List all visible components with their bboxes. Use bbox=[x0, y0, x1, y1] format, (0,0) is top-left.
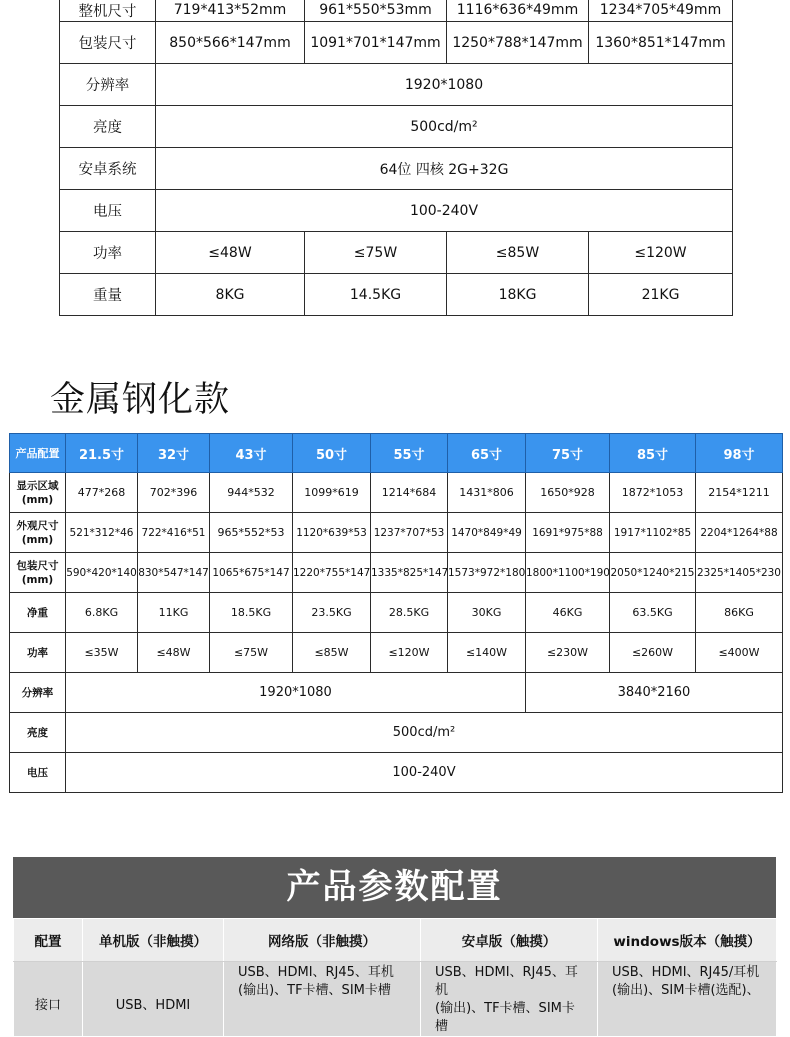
table-cell: 1120*639*53 bbox=[293, 513, 371, 553]
table-cell: ≤400W bbox=[696, 633, 783, 673]
column-header: 单机版（非触摸） bbox=[83, 919, 224, 962]
table-row bbox=[60, 0, 733, 22]
row-label bbox=[10, 473, 66, 513]
table-cell: 23.5KG bbox=[293, 593, 371, 633]
row-label-unit: (mm) bbox=[21, 493, 54, 506]
table-cell: 830*547*147 bbox=[138, 553, 210, 593]
table-cell: 1220*755*147 bbox=[293, 553, 371, 593]
row-label: 重量 bbox=[60, 274, 156, 316]
table-cell: 30KG bbox=[448, 593, 526, 633]
cell-line: USB、HDMI、RJ45、耳机 bbox=[238, 965, 394, 980]
table-cell: 702*396 bbox=[138, 473, 210, 513]
row-label: 亮度 bbox=[60, 106, 156, 148]
table-cell: ≤85W bbox=[447, 232, 589, 274]
table-row bbox=[60, 190, 733, 232]
table-row bbox=[60, 232, 733, 274]
table-cell: USB、HDMI bbox=[83, 962, 224, 1037]
table-cell: 2154*1211 bbox=[696, 473, 783, 513]
table-row bbox=[60, 64, 733, 106]
table-cell: 28.5KG bbox=[371, 593, 448, 633]
table-cell: 1099*619 bbox=[293, 473, 371, 513]
cell-line: USB、HDMI、RJ45/耳机 bbox=[612, 965, 760, 980]
table-cell: 18KG bbox=[447, 274, 589, 316]
table-cell: 944*532 bbox=[210, 473, 293, 513]
column-header: 配置 bbox=[14, 919, 83, 962]
table-cell: ≤35W bbox=[66, 633, 138, 673]
row-label bbox=[10, 513, 66, 553]
column-header: 网络版（非触摸） bbox=[224, 919, 421, 962]
spec-table-standard bbox=[59, 0, 733, 316]
table-cell: 719*413*52mm bbox=[156, 0, 305, 22]
row-label: 亮度 bbox=[10, 713, 66, 753]
row-label-line: 显示区域 bbox=[16, 479, 59, 492]
size-header: 65寸 bbox=[448, 434, 526, 473]
column-header: 安卓版（触摸） bbox=[421, 919, 598, 962]
spec-table-metal bbox=[9, 433, 783, 793]
table-row bbox=[60, 148, 733, 190]
row-label: 接口 bbox=[14, 962, 83, 1037]
table-row bbox=[14, 962, 777, 1037]
table-row bbox=[10, 473, 783, 513]
cell-line: USB、HDMI、RJ45、耳机 bbox=[435, 965, 578, 998]
size-header: 75寸 bbox=[526, 434, 610, 473]
table-row bbox=[10, 673, 783, 713]
table-cell: ≤260W bbox=[610, 633, 696, 673]
table-row bbox=[10, 633, 783, 673]
table-row bbox=[60, 106, 733, 148]
cell-line: (输出)、TF卡槽、SIM卡槽 bbox=[238, 983, 391, 998]
cell-line: (输出)、TF卡槽、SIM卡槽 bbox=[435, 1001, 575, 1034]
row-label: 功率 bbox=[10, 633, 66, 673]
table-cell: ≤48W bbox=[138, 633, 210, 673]
cell-line: (输出)、SIM卡槽(选配)、 bbox=[612, 983, 760, 998]
table-cell-span: 500cd/m² bbox=[156, 106, 733, 148]
table-cell-span: 1920*1080 bbox=[66, 673, 526, 713]
row-label bbox=[10, 553, 66, 593]
table-cell: 1470*849*49 bbox=[448, 513, 526, 553]
config-banner: 产品参数配置 bbox=[13, 857, 776, 918]
table-cell: ≤230W bbox=[526, 633, 610, 673]
table-cell: ≤140W bbox=[448, 633, 526, 673]
row-label: 整机尺寸 bbox=[60, 0, 156, 22]
table-header-row bbox=[14, 919, 777, 962]
table-cell: 11KG bbox=[138, 593, 210, 633]
table-cell: 1234*705*49mm bbox=[589, 0, 733, 22]
table-cell: 1691*975*88 bbox=[526, 513, 610, 553]
row-label-unit: (mm) bbox=[21, 533, 54, 546]
row-label: 安卓系统 bbox=[60, 148, 156, 190]
table-cell: 1917*1102*85 bbox=[610, 513, 696, 553]
row-label: 包装尺寸 bbox=[60, 22, 156, 64]
table-cell: 21KG bbox=[589, 274, 733, 316]
table-row bbox=[10, 513, 783, 553]
row-label: 分辨率 bbox=[60, 64, 156, 106]
table-cell: 14.5KG bbox=[305, 274, 447, 316]
size-header: 50寸 bbox=[293, 434, 371, 473]
table-cell: 1250*788*147mm bbox=[447, 22, 589, 64]
size-header: 98寸 bbox=[696, 434, 783, 473]
table-cell: 1065*675*147 bbox=[210, 553, 293, 593]
table-cell: ≤75W bbox=[210, 633, 293, 673]
table-cell: 521*312*46 bbox=[66, 513, 138, 553]
row-label-unit: (mm) bbox=[21, 573, 54, 586]
table-row bbox=[10, 713, 783, 753]
table-cell: 2050*1240*215 bbox=[610, 553, 696, 593]
config-table bbox=[13, 918, 777, 1037]
table-cell: 1360*851*147mm bbox=[589, 22, 733, 64]
table-cell: 1214*684 bbox=[371, 473, 448, 513]
table-cell: 1573*972*180 bbox=[448, 553, 526, 593]
table-cell: 1872*1053 bbox=[610, 473, 696, 513]
corner-header: 产品配置 bbox=[10, 434, 66, 473]
table-cell: 1335*825*147 bbox=[371, 553, 448, 593]
table-cell: 850*566*147mm bbox=[156, 22, 305, 64]
row-label: 净重 bbox=[10, 593, 66, 633]
table-cell: 590*420*140 bbox=[66, 553, 138, 593]
table-cell: 965*552*53 bbox=[210, 513, 293, 553]
table-cell: 18.5KG bbox=[210, 593, 293, 633]
table-row bbox=[60, 274, 733, 316]
table-cell: 1650*928 bbox=[526, 473, 610, 513]
size-header: 85寸 bbox=[610, 434, 696, 473]
row-label: 电压 bbox=[10, 753, 66, 793]
table-header-row bbox=[10, 434, 783, 473]
table-cell: 6.8KG bbox=[66, 593, 138, 633]
table-cell: ≤48W bbox=[156, 232, 305, 274]
table-cell: 63.5KG bbox=[610, 593, 696, 633]
table-row bbox=[60, 22, 733, 64]
table-cell: 1800*1100*190 bbox=[526, 553, 610, 593]
table-row bbox=[10, 753, 783, 793]
table-cell-span: 3840*2160 bbox=[526, 673, 783, 713]
row-label: 分辨率 bbox=[10, 673, 66, 713]
row-label-line: 外观尺寸 bbox=[16, 519, 59, 532]
table-cell-span: 64位 四核 2G+32G bbox=[156, 148, 733, 190]
table-row bbox=[10, 553, 783, 593]
size-header: 21.5寸 bbox=[66, 434, 138, 473]
table-cell: ≤85W bbox=[293, 633, 371, 673]
table-row bbox=[10, 593, 783, 633]
section-heading: 金属钢化款 bbox=[50, 380, 231, 420]
table-cell: 1116*636*49mm bbox=[447, 0, 589, 22]
table-cell-span: 100-240V bbox=[66, 753, 783, 793]
size-header: 55寸 bbox=[371, 434, 448, 473]
table-cell: ≤75W bbox=[305, 232, 447, 274]
table-cell: ≤120W bbox=[589, 232, 733, 274]
table-cell: 86KG bbox=[696, 593, 783, 633]
table-cell-span: 100-240V bbox=[156, 190, 733, 232]
row-label: 功率 bbox=[60, 232, 156, 274]
table-cell bbox=[224, 962, 421, 1037]
table-cell: 1431*806 bbox=[448, 473, 526, 513]
table-cell: 46KG bbox=[526, 593, 610, 633]
table-cell bbox=[421, 962, 598, 1037]
table-cell: 722*416*51 bbox=[138, 513, 210, 553]
table-cell: 1237*707*53 bbox=[371, 513, 448, 553]
column-header: windows版本（触摸） bbox=[598, 919, 777, 962]
table-cell: 961*550*53mm bbox=[305, 0, 447, 22]
table-cell bbox=[598, 962, 777, 1037]
size-header: 32寸 bbox=[138, 434, 210, 473]
row-label: 电压 bbox=[60, 190, 156, 232]
table-cell-span: 1920*1080 bbox=[156, 64, 733, 106]
table-cell: 8KG bbox=[156, 274, 305, 316]
table-cell-span: 500cd/m² bbox=[66, 713, 783, 753]
row-label-line: 包装尺寸 bbox=[16, 559, 59, 572]
table-cell: 1091*701*147mm bbox=[305, 22, 447, 64]
table-cell: 2325*1405*230 bbox=[696, 553, 783, 593]
table-cell: 2204*1264*88 bbox=[696, 513, 783, 553]
table-cell: 477*268 bbox=[66, 473, 138, 513]
table-cell: ≤120W bbox=[371, 633, 448, 673]
size-header: 43寸 bbox=[210, 434, 293, 473]
